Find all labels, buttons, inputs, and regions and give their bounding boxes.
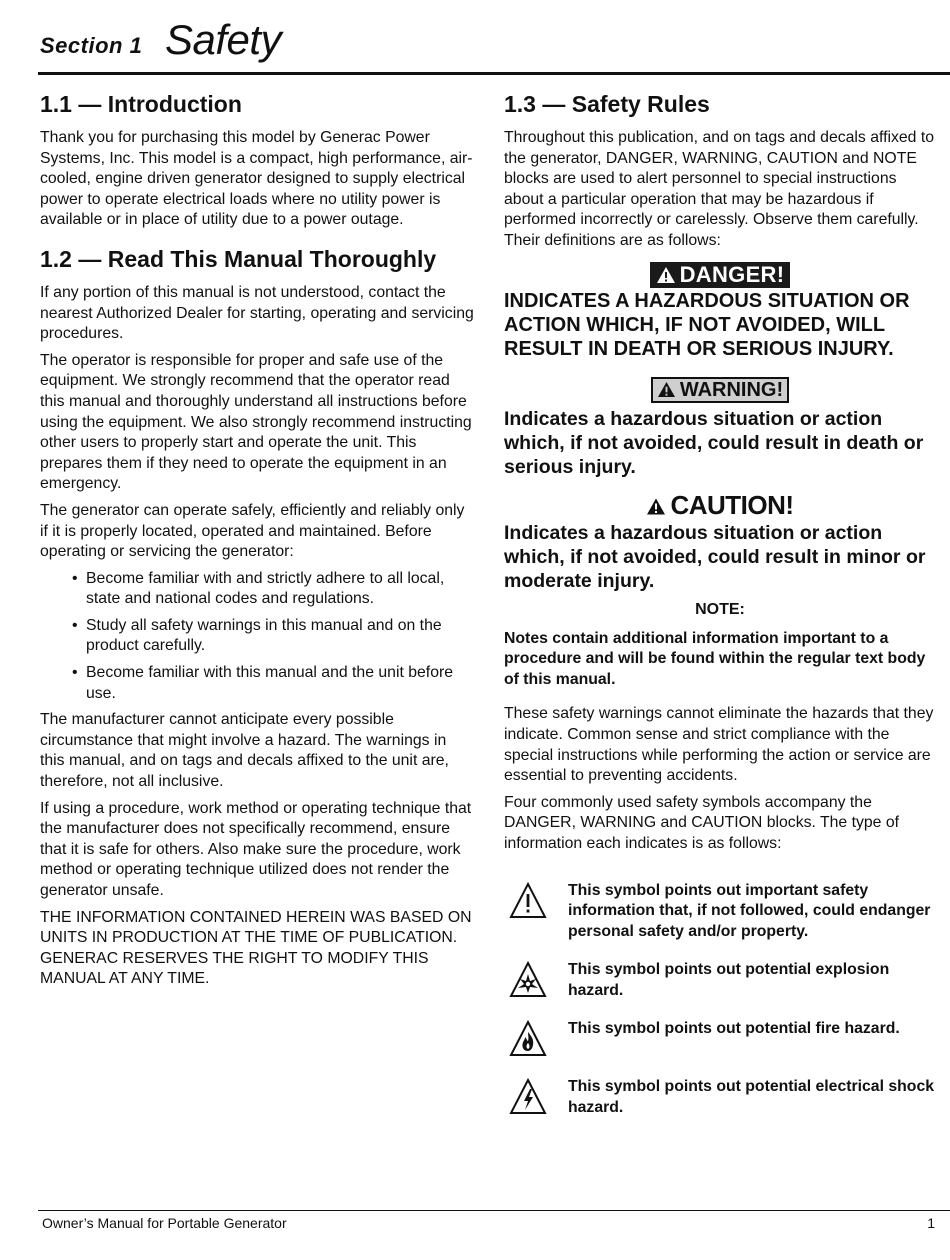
- symbol-description: This symbol points out important safety information that, if not followed, could endanger personal safety and/or property.: [568, 881, 931, 940]
- fire-icon: [508, 1019, 548, 1059]
- paragraph: Four commonly used safety symbols accompany the DANGER, WARNING and CAUTION blocks. The type of information each indicates is as follows:: [504, 793, 900, 852]
- header-rule: [38, 72, 950, 75]
- paragraph: These safety warnings cannot eliminate the hazards that they indicate. Common sense and strict compliance with the special instructions while performing the action or service are essential to preventing accidents.: [504, 705, 934, 785]
- symbol-row: [504, 1019, 936, 1059]
- right-column: [504, 90, 936, 1137]
- left-column: [40, 90, 474, 996]
- paragraph: The operator is responsible for proper and safe use of the equipment. We strongly recommend that the operator read this manual and thoroughly understand all instructions before using the equipment. We also strongly recommend instructing other users to properly start and operate the unit. This prepares them if they need to operate the equipment in an emergency.: [40, 351, 472, 493]
- danger-label: DANGER!: [679, 261, 785, 287]
- footer-title: Owner’s Manual for Portable Generator: [42, 1215, 287, 1231]
- symbol-description: This symbol points out potential explosion hazard.: [568, 961, 890, 999]
- caution-label: CAUTION!: [670, 489, 794, 520]
- paragraph: The manufacturer cannot anticipate every possible circumstance that might involve a hazard. The warnings in this manual, and on tags and decals affixed to the unit are, therefore, not all inclusive.: [40, 711, 449, 791]
- paragraph: The generator can operate safely, efficiently and reliably only if it is properly located, operated and maintained. Before operating or servicing the generator:: [40, 501, 465, 561]
- intro-paragraph: Thank you for purchasing this model by Generac Power Systems, Inc. This model is a compact, high performance, air-cooled, engine driven generator designed to supply electrical power to operate electrical loads where no utility power is available or in place of utility due to a power outage.: [40, 129, 473, 229]
- warning-triangle-icon: [657, 381, 676, 398]
- page-title: Safety: [165, 16, 282, 63]
- note-definition: Notes contain additional information important to a procedure and will be found within the regular text body of this manual.: [504, 629, 926, 688]
- warning-triangle-icon: [646, 497, 666, 516]
- disclaimer-paragraph: THE INFORMATION CONTAINED HEREIN WAS BASED ON UNITS IN PRODUCTION AT THE TIME OF PUBLICATION. GENERAC RESERVES THE RIGHT TO MODIFY THIS MANUAL AT ANY TIME.: [40, 908, 472, 988]
- exclamation-triangle-icon: [508, 881, 548, 921]
- electric-shock-icon: [508, 1077, 548, 1117]
- list-item: • Become familiar with this manual and the unit before use.: [86, 663, 474, 704]
- warning-badge-row: [504, 377, 936, 403]
- symbol-description: This symbol points out potential fire hazard.: [568, 1020, 900, 1038]
- paragraph: If using a procedure, work method or operating technique that the manufacturer does not specifically recommend, ensure that it is safe for others. Also make sure the procedure, work method or operating technique utilized does not render the generator unsafe.: [40, 799, 472, 899]
- read-manual-heading: 1.2 — Read This Manual Thoroughly: [40, 245, 437, 272]
- footer-rule: [38, 1210, 950, 1211]
- caution-badge-row: [504, 491, 936, 519]
- danger-badge: [650, 262, 791, 288]
- caution-definition: Indicates a hazardous situation or action which, if not avoided, could result in minor or moderate injury.: [504, 521, 926, 592]
- danger-badge-row: [504, 262, 936, 288]
- danger-definition: INDICATES A HAZARDOUS SITUATION OR ACTION WHICH, IF NOT AVOIDED, WILL RESULT IN DEATH OR SERIOUS INJURY.: [504, 289, 910, 360]
- page-header: [40, 14, 950, 74]
- symbol-row: [504, 960, 936, 1001]
- paragraph: If any portion of this manual is not understood, contact the nearest Authorized Dealer for starting, operating and servicing procedures.: [40, 283, 474, 343]
- note-label: NOTE:: [695, 600, 745, 618]
- warning-label: WARNING!: [679, 378, 784, 401]
- precaution-list: [40, 569, 474, 705]
- symbol-row: [504, 1077, 936, 1118]
- warning-badge: [651, 377, 789, 403]
- caution-badge: [646, 491, 793, 519]
- page-number: 1: [927, 1215, 935, 1231]
- symbol-row: [504, 881, 936, 943]
- intro-heading: 1.1 — Introduction: [40, 91, 242, 117]
- symbol-description: This symbol points out potential electrical shock hazard.: [568, 1078, 935, 1117]
- warning-definition: Indicates a hazardous situation or action which, if not avoided, could result in death or serious injury.: [504, 407, 924, 478]
- warning-triangle-icon: [656, 266, 676, 284]
- list-item: • Study all safety warnings in this manual and on the product carefully.: [86, 616, 474, 657]
- list-item: • Become familiar with and strictly adhere to all local, state and national codes and regulations.: [86, 569, 474, 610]
- section-label: Section 1: [40, 33, 143, 58]
- explosion-icon: [508, 960, 548, 1000]
- safety-rules-heading: 1.3 — Safety Rules: [504, 91, 710, 117]
- safety-rules-paragraph: Throughout this publication, and on tags and decals affixed to the generator, DANGER, WARNING, CAUTION and NOTE blocks are used to alert personnel to special instructions about a particular operation that may be hazardous if performed incorrectly or carelessly. Observe them carefully. Their definitions are as follows:: [504, 129, 935, 249]
